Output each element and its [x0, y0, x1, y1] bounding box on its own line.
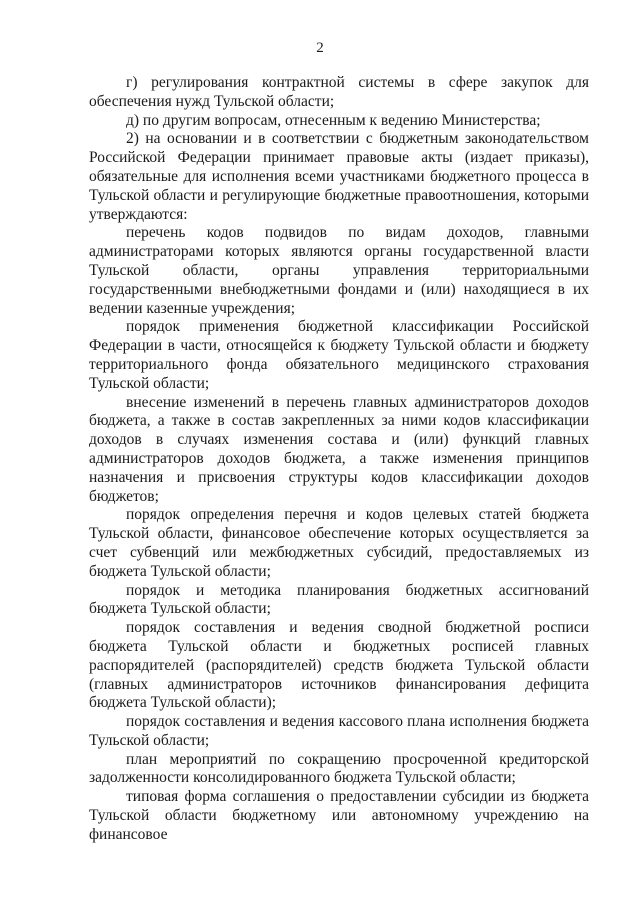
- paragraph-subsidy-agreement: типовая форма соглашения о предоставлении субсидии из бюджета Тульской области бюджетному или автономному учреждению на финансовое: [89, 788, 589, 843]
- paragraph-item-d: д) по другим вопросам, отнесенным к ведению Министерства;: [126, 111, 541, 129]
- paragraph-budget-schedule: порядок составления и ведения сводной бюджетной росписи бюджета Тульской области и бюджетных росписей главных распорядителей (распорядителей) средств бюджета Тульской области (главных администраторов источников финансирования дефицита бюджета Тульской области);: [89, 619, 589, 712]
- paragraph-target-articles: порядок определения перечня и кодов целевых статей бюджета Тульской области, финансовое обеспечение которых осуществляется за счет субвенций или межбюджетных субсидий, предоставляемых из бюджета Тульской области;: [89, 506, 589, 580]
- paragraph-clause-2: 2) на основании и в соответствии с бюджетным законодательством Российской Федерации принимает правовые акты (издает приказы), обязательные для исполнения всеми участниками бюджетного процесса в Тульской области и регулирующие бюджетные правоотношения, которыми утверждаются:: [89, 130, 589, 223]
- paragraph-debt-reduction: план мероприятий по сокращению просроченной кредиторской задолженности консолидированного бюджета Тульской области;: [89, 750, 589, 787]
- paragraph-planning-methodology: порядок и методика планирования бюджетных ассигнований бюджета Тульской области;: [89, 581, 589, 618]
- paragraph-cash-plan: порядок составления и ведения кассового плана исполнения бюджета Тульской области;: [89, 713, 589, 749]
- paragraph-item-g: г) регулирования контрактной системы в сфере закупок для обеспечения нужд Тульской области;: [89, 74, 589, 110]
- paragraph-administrators-changes: внесение изменений в перечень главных администраторов доходов бюджета, а также в состав закрепленных за ними кодов классификации доходов в случаях изменения состава и (или) функций главных администраторов доходов бюджета, а также изменения принципов назначения и присвоения структуры кодов классификации доходов бюджетов;: [89, 393, 589, 505]
- paragraph-revenue-codes: перечень кодов подвидов по видам доходов, главными администраторами которых являются органы государственной власти Тульской области, органы управления территориальными государственными внебюджетными фондами и (или) находящиеся в их ведении казенные учреждения;: [89, 224, 589, 317]
- page-number: 2: [316, 40, 324, 56]
- document-body: [89, 74, 589, 845]
- paragraph-budget-classification: порядок применения бюджетной классификации Российской Федерации в части, относящейся к бюджету Тульской области и бюджету территориального фонда обязательного медицинского страхования Тульской области;: [89, 318, 589, 392]
